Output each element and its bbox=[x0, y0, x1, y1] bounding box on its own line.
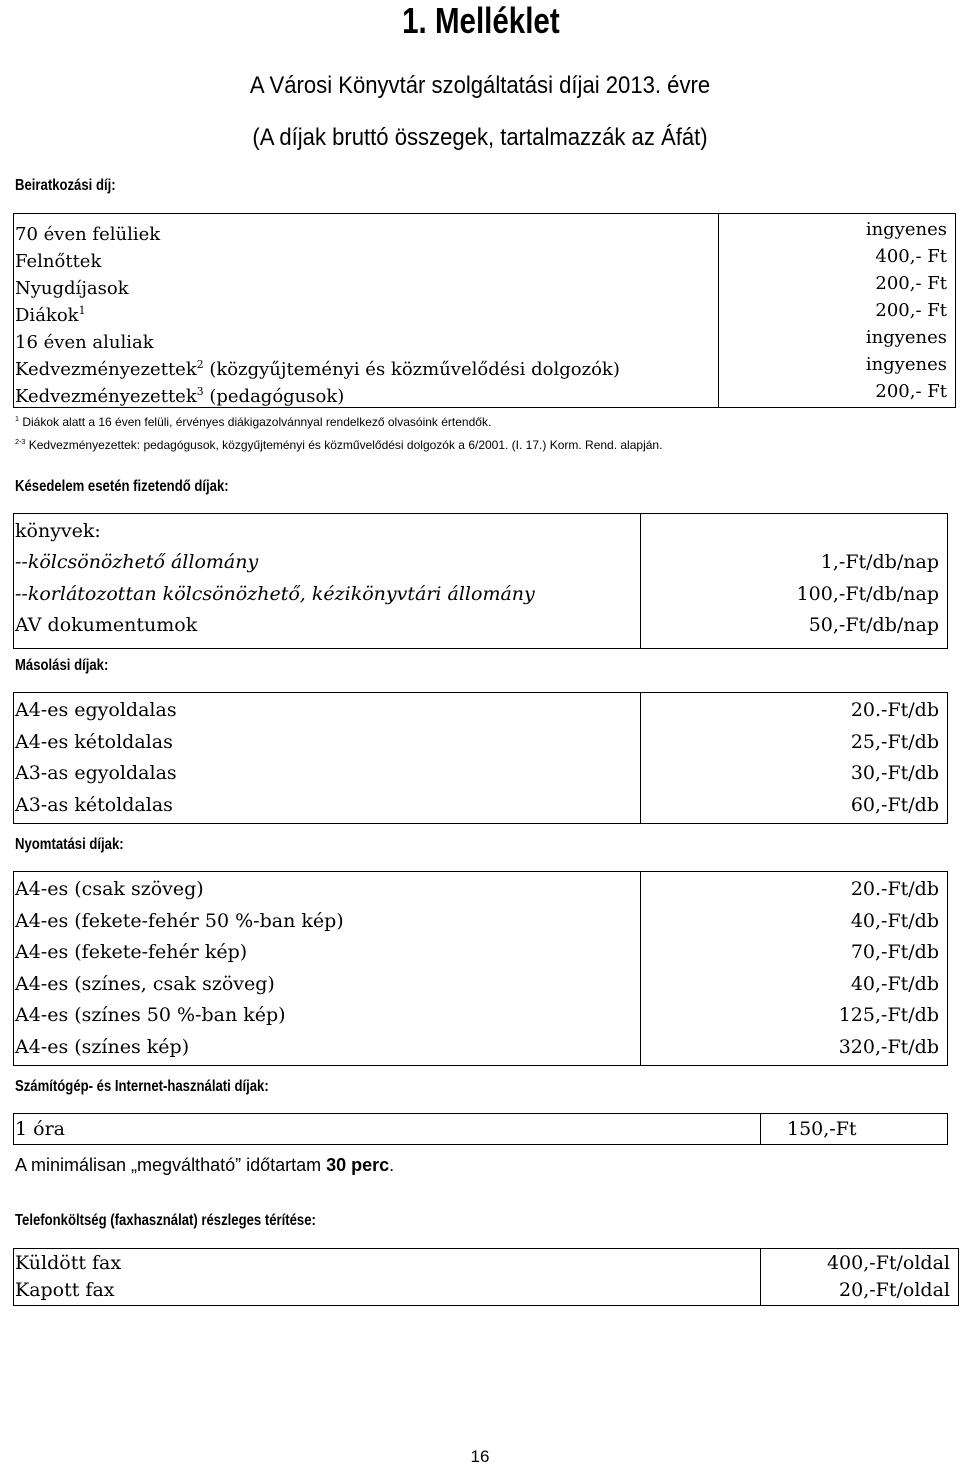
copy-fee-label-text: A4-es kétoldalas bbox=[15, 730, 173, 753]
copy-fee-row-label bbox=[15, 727, 640, 759]
print-fees-heading: Nyomtatási díjak: bbox=[15, 836, 124, 853]
enrollment-footnote-mark: 1 bbox=[78, 304, 86, 317]
late-fee-row-label bbox=[15, 547, 640, 579]
enrollment-row-price: ingyenes bbox=[865, 327, 947, 348]
fax-fees-heading: Telefonköltség (faxhasználat) részleges térítése: bbox=[15, 1212, 316, 1229]
print-fee-row-label bbox=[15, 969, 640, 1001]
minimum-duration-note bbox=[15, 1155, 394, 1176]
footnote-2-mark: 2-3 bbox=[15, 437, 26, 446]
enrollment-footnote-mark: 2 bbox=[196, 358, 204, 371]
print-fee-row-price: 125,-Ft/db bbox=[838, 1004, 939, 1026]
print-fee-row-label bbox=[15, 906, 640, 938]
copy-fees-labels bbox=[14, 693, 641, 824]
enrollment-row-price: ingyenes bbox=[865, 219, 947, 240]
enrollment-row-price: ingyenes bbox=[865, 354, 947, 375]
fax-fees-prices bbox=[761, 1249, 959, 1306]
late-fees-table bbox=[13, 513, 948, 649]
fax-fee-row-label bbox=[15, 1250, 760, 1277]
enrollment-label-text: 70 éven felüliek bbox=[15, 224, 161, 245]
enrollment-label-text: Kedvezményezettek bbox=[15, 386, 197, 407]
print-fee-label-text: A4-es (csak szöveg) bbox=[15, 878, 204, 900]
copy-fee-label-text: A3-as kétoldalas bbox=[15, 793, 173, 816]
fax-fee-row-label bbox=[15, 1277, 760, 1304]
copy-fee-row-price: 25,-Ft/db bbox=[850, 730, 939, 753]
fax-fee-row-price: 400,-Ft/oldal bbox=[826, 1252, 950, 1274]
enrollment-label-text: Nyugdíjasok bbox=[15, 278, 129, 299]
print-fee-row-price: 70,-Ft/db bbox=[850, 941, 939, 963]
fax-fees-table bbox=[13, 1248, 959, 1306]
copy-fee-row-price: 60,-Ft/db bbox=[850, 793, 939, 816]
minimum-duration-suffix: . bbox=[389, 1155, 395, 1175]
enrollment-row-label bbox=[15, 378, 718, 405]
enrollment-label-text: Felnőttek bbox=[15, 251, 102, 272]
fax-fees-labels bbox=[14, 1249, 761, 1306]
enrollment-label-text: Diákok bbox=[15, 305, 79, 326]
print-fees-prices bbox=[641, 872, 948, 1066]
vat-note: (A díjak bruttó összegek, tartalmazzák az Áfát) bbox=[252, 124, 708, 151]
footnote-2-text: Kedvezményezettek: pedagógusok, közgyűjteményi és közművelődési dolgozók a 6/2001. (I. 17.) Korm. Rend. alapján. bbox=[25, 438, 663, 452]
copy-fee-row-label bbox=[15, 790, 640, 822]
enrollment-row-price: 200,- Ft bbox=[875, 300, 947, 321]
minimum-duration-prefix: A minimálisan „megváltható” időtartam bbox=[15, 1155, 327, 1175]
print-fee-row-price: 40,-Ft/db bbox=[850, 972, 939, 995]
print-fees-labels bbox=[14, 872, 641, 1066]
copy-fee-row-label bbox=[15, 695, 640, 727]
enrollment-row-label bbox=[15, 324, 718, 351]
books-label: könyvek: bbox=[15, 520, 101, 542]
enrollment-row-label bbox=[15, 297, 718, 324]
enrollment-label-text: Kedvezményezettek bbox=[15, 359, 197, 380]
copy-fees-table bbox=[13, 692, 948, 824]
enrollment-table bbox=[13, 213, 956, 408]
computer-fee-row-price: 150,-Ft bbox=[787, 1118, 857, 1140]
fax-fee-row-price: 20,-Ft/oldal bbox=[839, 1279, 950, 1301]
enrollment-label-detail: (közgyűjteményi és közművelődési dolgozók) bbox=[203, 359, 620, 380]
enrollment-row-price: 400,- Ft bbox=[875, 246, 947, 267]
late-fee-label-text: --korlátozottan kölcsönözhető, kézikönyvtári állomány bbox=[15, 582, 535, 605]
print-fee-row-label bbox=[15, 937, 640, 969]
enrollment-footnote-mark: 3 bbox=[196, 385, 204, 398]
print-fee-row-label bbox=[15, 1032, 640, 1064]
print-fee-row-price: 320,-Ft/db bbox=[838, 1035, 939, 1058]
print-fees-table bbox=[13, 871, 948, 1066]
enrollment-row-label bbox=[15, 351, 718, 378]
enrollment-row-price: 200,- Ft bbox=[875, 381, 947, 402]
computer-fees-heading: Számítógép- és Internet-használati díjak: bbox=[15, 1078, 269, 1095]
computer-fee-row-label bbox=[15, 1115, 760, 1143]
enrollment-label-text: 16 éven aluliak bbox=[15, 332, 154, 353]
late-fee-label-text: --kölcsönözhető állomány bbox=[15, 551, 259, 573]
enrollment-heading: Beiratkozási díj: bbox=[15, 177, 116, 194]
late-fees-prices bbox=[641, 514, 948, 649]
page-number: 16 bbox=[470, 1447, 490, 1466]
computer-fee-label-text: 1 óra bbox=[15, 1118, 65, 1140]
print-fee-row-price: 40,-Ft/db bbox=[850, 909, 939, 932]
enrollment-labels bbox=[14, 214, 719, 408]
footnote-1 bbox=[15, 414, 491, 429]
print-fee-row-label bbox=[15, 874, 640, 906]
enrollment-row-price: 200,- Ft bbox=[875, 273, 947, 294]
enrollment-row-label bbox=[15, 243, 718, 270]
print-fee-label-text: A4-es (fekete-fehér 50 %-ban kép) bbox=[15, 909, 344, 932]
footnote-1-mark: 1 bbox=[15, 414, 19, 423]
late-fee-row-label bbox=[15, 610, 640, 642]
document-title: 1. Melléklet bbox=[402, 0, 560, 41]
print-fee-label-text: A4-es (színes, csak szöveg) bbox=[15, 972, 275, 995]
enrollment-row-label bbox=[15, 270, 718, 297]
document-subtitle: A Városi Könyvtár szolgáltatási díjai 2013. évre bbox=[249, 72, 711, 99]
computer-fees-labels bbox=[14, 1114, 761, 1145]
copy-fee-label-text: A4-es egyoldalas bbox=[15, 699, 177, 721]
print-fee-label-text: A4-es (színes kép) bbox=[15, 1035, 190, 1058]
late-fee-label-text: AV dokumentumok bbox=[15, 614, 198, 636]
copy-fees-prices bbox=[641, 693, 948, 824]
enrollment-prices bbox=[719, 214, 956, 408]
fax-fee-label-text: Küldött fax bbox=[15, 1252, 122, 1274]
computer-fees-table bbox=[13, 1113, 948, 1145]
computer-fees-prices bbox=[761, 1114, 948, 1145]
late-fee-row-price: 1,-Ft/db/nap bbox=[820, 551, 939, 573]
print-fee-row-label bbox=[15, 1000, 640, 1032]
footnote-1-text: Diákok alatt a 16 éven felüli, érvényes diákigazolvánnyal rendelkező olvasóink értendők. bbox=[19, 415, 492, 429]
late-fees-heading: Késedelem esetén fizetendő díjak: bbox=[15, 478, 229, 495]
enrollment-label-detail: (pedagógusok) bbox=[203, 386, 345, 407]
minimum-duration-value: 30 perc bbox=[326, 1155, 390, 1175]
late-fee-row-label bbox=[15, 579, 640, 611]
footnote-2 bbox=[15, 437, 662, 452]
late-fee-row-price: 100,-Ft/db/nap bbox=[796, 582, 939, 605]
copy-fees-heading: Másolási díjak: bbox=[15, 657, 109, 674]
copy-fee-row-price: 20.-Ft/db bbox=[850, 699, 939, 721]
copy-fee-row-price: 30,-Ft/db bbox=[850, 762, 939, 784]
print-fee-label-text: A4-es (színes 50 %-ban kép) bbox=[15, 1004, 286, 1026]
copy-fee-label-text: A3-as egyoldalas bbox=[15, 762, 177, 784]
copy-fee-row-label bbox=[15, 758, 640, 790]
print-fee-row-price: 20.-Ft/db bbox=[850, 878, 939, 900]
print-fee-label-text: A4-es (fekete-fehér kép) bbox=[15, 941, 248, 963]
enrollment-row-label bbox=[15, 216, 718, 243]
late-fees-labels bbox=[14, 514, 641, 649]
late-fee-row-price: 50,-Ft/db/nap bbox=[808, 614, 939, 636]
fax-fee-label-text: Kapott fax bbox=[15, 1279, 115, 1301]
